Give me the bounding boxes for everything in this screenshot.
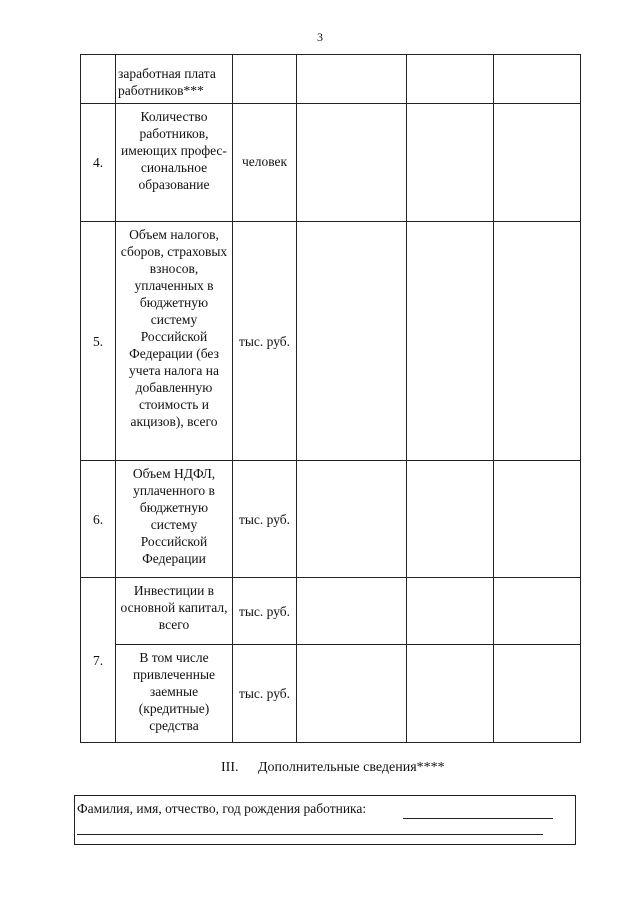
value-cell (407, 55, 494, 104)
section-number: III. (221, 760, 239, 775)
value-cell (297, 55, 407, 104)
value-cell (494, 104, 581, 222)
additional-info-box (74, 795, 576, 845)
value-cell (297, 222, 407, 461)
table-row (81, 645, 581, 743)
value-cell (494, 55, 581, 104)
table-row (81, 461, 581, 578)
table-row (81, 578, 581, 645)
unit-cell: тыс. руб. (233, 461, 297, 578)
value-cell (407, 104, 494, 222)
value-cell (407, 222, 494, 461)
indicator-name: Объем НДФЛ, уплаченного в бюджетную систему Российской Федерации (116, 461, 233, 578)
value-cell (494, 461, 581, 578)
value-cell (407, 645, 494, 743)
unit-cell (233, 55, 297, 104)
table-row (81, 104, 581, 222)
row-number (81, 55, 116, 104)
unit-cell: тыс. руб. (233, 645, 297, 743)
row-number: 5. (81, 222, 116, 461)
unit-cell: человек (233, 104, 297, 222)
indicator-name: Количество работников, имеющих профес-сиональное образование (116, 104, 233, 222)
page-number: 3 (317, 30, 323, 44)
section-title: Дополнительные сведения**** (258, 760, 445, 775)
table-row (81, 222, 581, 461)
value-cell (407, 578, 494, 645)
value-cell (297, 461, 407, 578)
table-row (81, 55, 581, 104)
indicator-name: Инвестиции в основной капитал, всего (116, 578, 233, 645)
employee-name-field[interactable] (403, 818, 553, 819)
indicator-name: Объем налогов, сборов, страховых взносов, уплаченных в бюджетную систему Российской Федерации (без учета налога на добавленную стоимость и акцизов), всего (116, 222, 233, 461)
value-cell (297, 578, 407, 645)
unit-cell: тыс. руб. (233, 578, 297, 645)
value-cell (494, 578, 581, 645)
employee-name-field-continued[interactable] (77, 834, 543, 835)
unit-cell: тыс. руб. (233, 222, 297, 461)
value-cell (407, 461, 494, 578)
value-cell (494, 222, 581, 461)
value-cell (494, 645, 581, 743)
row-number: 6. (81, 461, 116, 578)
indicators-table (80, 54, 581, 743)
row-number: 7. (81, 578, 116, 743)
value-cell (297, 104, 407, 222)
employee-name-label: Фамилия, имя, отчество, год рождения работника: (77, 801, 367, 816)
indicator-name: заработная плата работников*** (116, 55, 233, 104)
row-number: 4. (81, 104, 116, 222)
indicator-name: В том числе привлеченные заемные (кредитные) средства (116, 645, 233, 743)
value-cell (297, 645, 407, 743)
